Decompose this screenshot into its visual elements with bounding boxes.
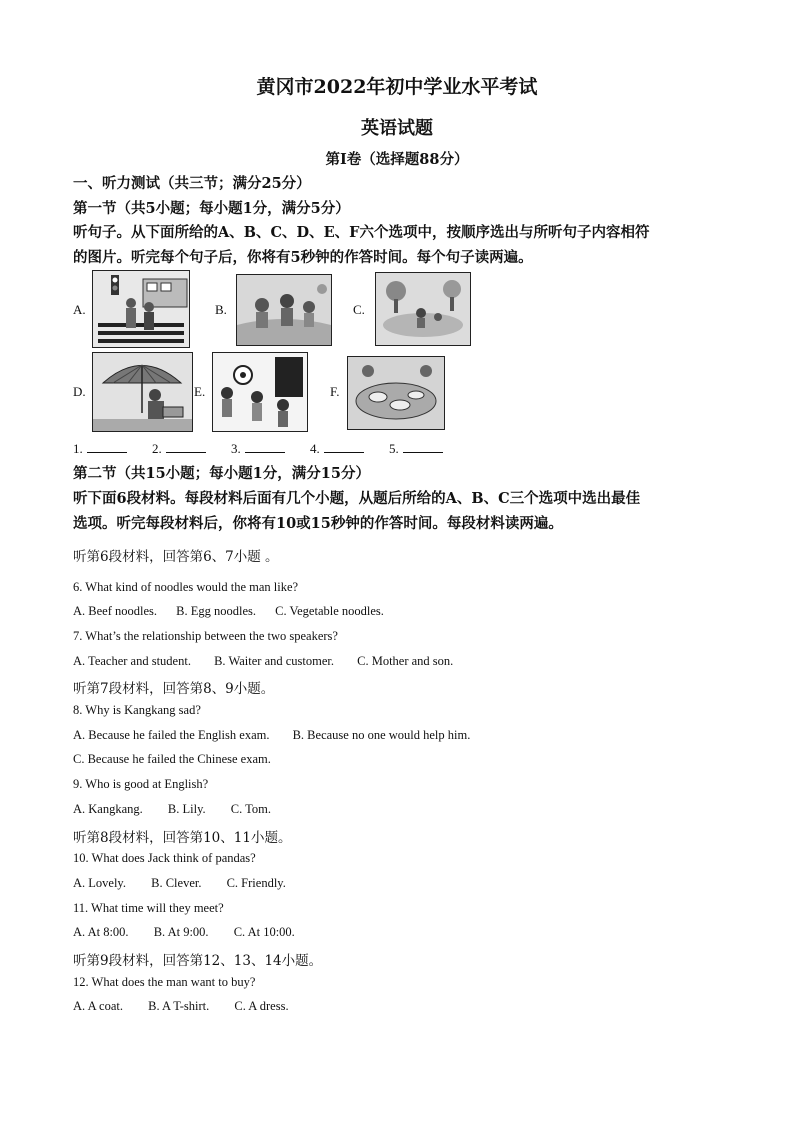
options-row	[73, 925, 295, 940]
option[interactable]: C. Friendly.	[226, 876, 286, 890]
picture-label: B.	[215, 302, 227, 317]
material-instruction: 听第9段材料，回答第12、13、14小题。	[73, 953, 323, 969]
option[interactable]: B. A T-shirt.	[148, 999, 210, 1013]
options-row	[73, 999, 289, 1014]
music-band-picture	[212, 352, 308, 432]
answer-blank[interactable]: 3.	[231, 440, 285, 457]
answer-blank[interactable]: 2.	[152, 440, 206, 457]
picture-label: A.	[73, 302, 86, 317]
umbrella-reading-picture	[92, 352, 193, 432]
option[interactable]: B. Egg noodles.	[176, 604, 256, 618]
question: 9. Who is good at English?	[73, 777, 209, 791]
answer-blanks-row	[73, 440, 465, 457]
instruction-line: 听句子。从下面所给的A、B、C、D、E、F六个选项中，按顺序选出与所听句子内容相符	[73, 224, 650, 241]
exam-title: 黄冈市2022年初中学业水平考试	[256, 76, 538, 98]
options-row	[73, 654, 453, 669]
option[interactable]: C. Because he failed the Chinese exam.	[73, 752, 271, 766]
material-instruction: 听第6段材料，回答第6、7小题 。	[73, 549, 279, 565]
options-row	[73, 728, 470, 743]
instruction-line: 听下面6段材料。每段材料后面有几个小题，从题后所给的A、B、C三个选项中选出最佳	[73, 490, 641, 507]
subsection-1-heading: 第一节（共5小题；每小题1分，满分5分）	[73, 200, 350, 217]
option[interactable]: A. Because he failed the English exam.	[73, 728, 270, 742]
question: 6. What kind of noodles would the man like?	[73, 580, 299, 594]
option[interactable]: A. Lovely.	[73, 876, 126, 890]
picture-label: D.	[73, 384, 86, 399]
option[interactable]: B. Lily.	[167, 802, 206, 816]
option[interactable]: B. Clever.	[151, 876, 202, 890]
picture-label: E.	[194, 384, 206, 399]
question: 10. What does Jack think of pandas?	[73, 851, 256, 865]
children-playing-picture	[236, 274, 332, 346]
food-table-picture	[347, 356, 445, 430]
picture-label: F.	[330, 384, 340, 399]
option[interactable]: A. Beef noodles.	[73, 604, 158, 618]
answer-blank[interactable]: 5.	[389, 440, 443, 457]
street-crossing-picture	[92, 270, 190, 348]
question: 12. What does the man want to buy?	[73, 975, 256, 989]
option[interactable]: A. At 8:00.	[73, 925, 129, 939]
answer-blank[interactable]: 4.	[310, 440, 364, 457]
picture-label: C.	[353, 302, 365, 317]
answer-blank[interactable]: 1.	[73, 440, 127, 457]
option[interactable]: B. Because no one would help him.	[292, 728, 471, 742]
options-row	[73, 604, 384, 619]
option[interactable]: A. Teacher and student.	[73, 654, 191, 668]
part-title: 第Ⅰ卷（选择题88分）	[325, 151, 469, 168]
option[interactable]: B. At 9:00.	[153, 925, 209, 939]
material-instruction: 听第7段材料，回答第8、9小题。	[73, 681, 275, 697]
options-row	[73, 876, 286, 891]
subsection-2-heading: 第二节（共15小题；每小题1分，满分15分）	[73, 465, 370, 482]
option[interactable]: B. Waiter and customer.	[214, 654, 334, 668]
instruction-line: 选项。听完每段材料后，你将有10或15秒钟的作答时间。每段材料读两遍。	[73, 515, 563, 532]
subject-title: 英语试题	[361, 118, 433, 139]
instruction-line: 的图片。听完每个句子后，你将有5秒钟的作答时间。每个句子读两遍。	[73, 249, 533, 266]
question: 11. What time will they meet?	[73, 901, 224, 915]
options-row	[73, 802, 271, 817]
option[interactable]: A. A coat.	[73, 999, 123, 1013]
question: 7. What’s the relationship between the two speakers?	[73, 629, 338, 643]
option[interactable]: C. At 10:00.	[233, 925, 295, 939]
option[interactable]: C. Mother and son.	[357, 654, 454, 668]
option[interactable]: C. Vegetable noodles.	[275, 604, 384, 618]
option[interactable]: C. Tom.	[230, 802, 271, 816]
option[interactable]: C. A dress.	[234, 999, 289, 1013]
material-instruction: 听第8段材料，回答第10、11小题。	[73, 830, 292, 846]
park-scene-picture	[375, 272, 471, 346]
section-heading: 一、听力测试（共三节；满分25分）	[73, 175, 311, 192]
option[interactable]: A. Kangkang.	[73, 802, 143, 816]
question: 8. Why is Kangkang sad?	[73, 703, 201, 717]
